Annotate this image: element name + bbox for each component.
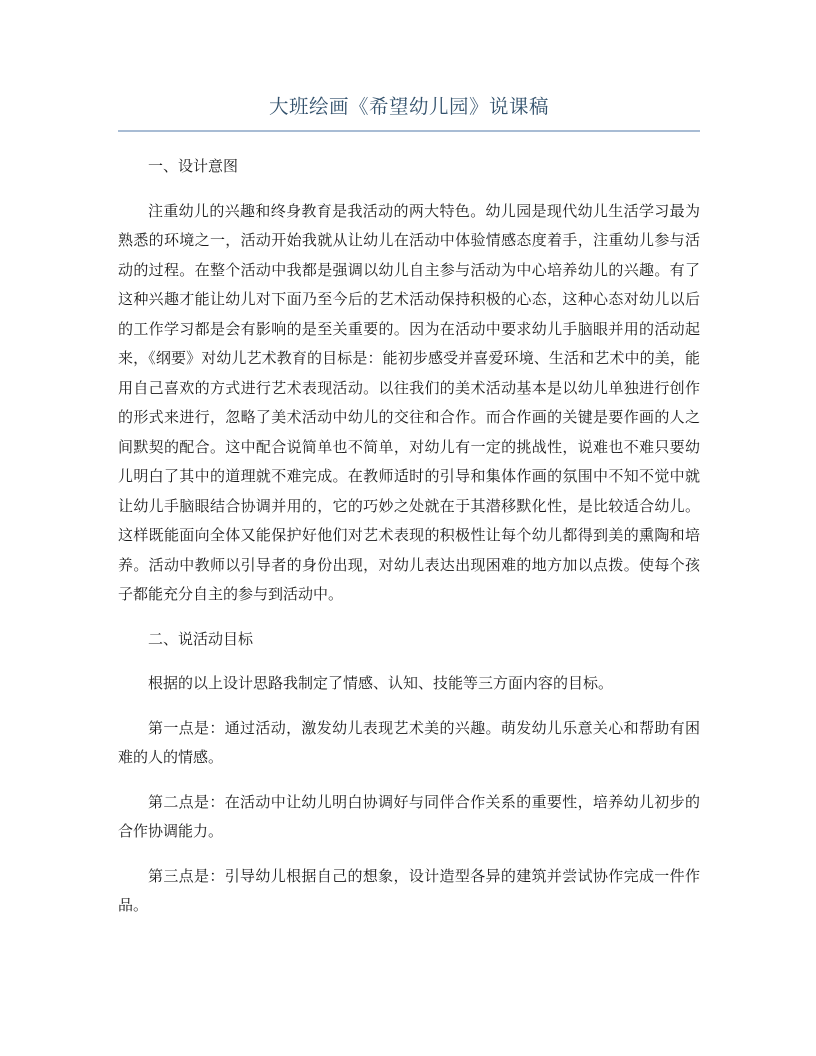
body-paragraph: 第一点是：通过活动，激发幼儿表现艺术美的兴趣。萌发幼儿乐意关心和帮助有困难的人的情感。	[118, 719, 700, 766]
body-paragraph: 根据的以上设计思路我制定了情感、认知、技能等三方面内容的目标。	[148, 675, 614, 692]
document-content	[118, 0, 700, 921]
section-heading: 一、设计意图	[148, 158, 239, 175]
section-heading: 二、说活动目标	[148, 630, 254, 648]
page-title: 大班绘画《希望幼儿园》说课稿	[268, 96, 549, 118]
document-body	[118, 152, 700, 921]
title-divider	[118, 130, 700, 132]
body-paragraph: 第二点是：在活动中让幼儿明白协调好与同伴合作关系的重要性，培养幼儿初步的合作协调能力。	[118, 793, 700, 840]
body-paragraph: 注重幼儿的兴趣和终身教育是我活动的两大特色。幼儿园是现代幼儿生活学习最为熟悉的环境之一，活动开始我就从让幼儿在活动中体验情感态度着手，注重幼儿参与活动的过程。在整个活动中我都是强调以幼儿自主参与活动为中心培养幼儿的兴趣。有了这种兴趣才能让幼儿对下面乃至今后的艺术活动保持积极的心态，这种心态对幼儿以后的工作学习都是会有影响的是至关重要的。因为在活动中要求幼儿手脑眼并用的活动起来，《纲要》对幼儿艺术教育的目标是：能初步感受并喜爱环境、生活和艺术中的美，能用自己喜欢的方式进行艺术表现活动。以往我们的美术活动基本是以幼儿单独进行创作的形式来进行，忽略了美术活动中幼儿的交往和合作。而合作画的关键是要作画的人之间默契的配合。这中配合说简单也不简单，对幼儿有一定的挑战性，说难也不难只要幼儿明白了其中的道理就不难完成。在教师适时的引导和集体作画的氛围中不知不觉中就让幼儿手脑眼结合协调并用的，它的巧妙之处就在于其潜移默化性，是比较适合幼儿。这样既能面向全体又能保护好他们对艺术表现的积极性让每个幼儿都得到美的熏陶和培养。活动中教师以引导者的身份出现，对幼儿表达出现困难的地方加以点拨。使每个孩子都能充分自主的参与到活动中。	[118, 202, 700, 603]
body-paragraph: 第三点是：引导幼儿根据自己的想象，设计造型各异的建筑并尝试协作完成一件作品。	[118, 867, 700, 914]
